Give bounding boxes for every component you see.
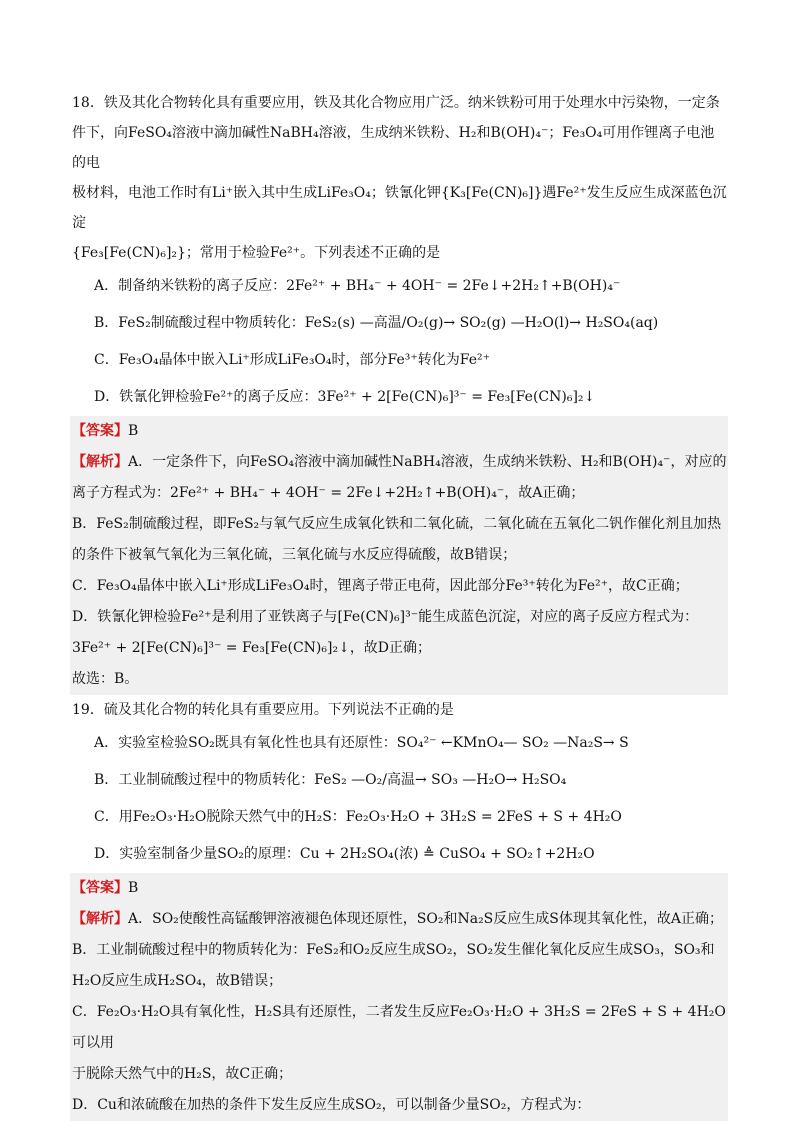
q19-option-c: C．用Fe₂O₃·H₂O脱除天然气中的H₂S：Fe₂O₃·H₂O + 3H₂S = 2FeS + S + 4H₂O bbox=[94, 809, 622, 825]
q18-option-d: D．铁氰化钾检验Fe²⁺的离子反应：3Fe²⁺ + 2[Fe(CN)₆]³⁻ = Fe₃[Fe(CN)₆]₂↓ bbox=[94, 389, 596, 405]
q18-analysis-a-line-2: 离子方程式为：2Fe²⁺ + BH₄⁻ + 4OH⁻ = 2Fe↓+2H₂↑+B(OH)₄⁻，故A正确； bbox=[72, 485, 585, 501]
q18-stem-tail: 正确的是 bbox=[384, 245, 441, 261]
q18-solution-block bbox=[70, 416, 728, 695]
q18-stem-line-2: 件下，向FeSO₄溶液中滴加碱性NaBH₄溶液，生成纳米铁粉、H₂和B(OH)₄⁻；Fe₃O₄可用作锂离子电池的电 bbox=[72, 125, 715, 171]
q18-answer-value: B bbox=[128, 423, 139, 439]
q18-answer-line bbox=[72, 416, 728, 447]
question-18 bbox=[72, 88, 728, 416]
q18-stem-line-3: 极材料，电池工作时有Li⁺嵌入其中生成LiFe₃O₄；铁氰化钾{K₃[Fe(CN)₆]}遇Fe²⁺发生反应生成深蓝色沉淀 bbox=[72, 185, 727, 231]
q19-analysis-label: 【解析】 bbox=[72, 911, 128, 927]
q19-analysis-b-line-1: B．工业制硫酸过程中的物质转化为：FeS₂和O₂反应生成SO₂，SO₂发生催化氧化反应生成SO₃，SO₃和 bbox=[72, 942, 715, 958]
q18-option-b: B．FeS₂制硫酸过程中物质转化：FeS₂(s) —高温/O₂(g)→ SO₂(g) —H₂O(l)→ H₂SO₄(aq) bbox=[94, 315, 659, 331]
q19-stem-tail: 正确的是 bbox=[397, 702, 454, 718]
q19-analysis-b-line-2: H₂O反应生成H₂SO₄，故B错误； bbox=[72, 973, 283, 989]
q18-analysis-end: 故选：B。 bbox=[72, 671, 139, 687]
q19-emphasis-not: 不 bbox=[383, 702, 398, 718]
q19-analysis-c-line-1: C．Fe₂O₃·H₂O具有氧化性，H₂S具有还原性，二者发生反应Fe₂O₃·H₂O + 3H₂S = 2FeS + S + 4H₂O可以用 bbox=[72, 1004, 726, 1051]
q18-analysis-b-line-2: 的条件下被氧气氧化为三氧化硫，三氧化硫与水反应得硫酸，故B错误； bbox=[72, 547, 517, 563]
question-19 bbox=[72, 695, 728, 873]
q19-option-d: D．实验室制备少量SO₂的原理：Cu + 2H₂SO₄(浓) ≜ CuSO₄ + SO₂↑+2H₂O bbox=[94, 846, 595, 862]
q19-answer-line bbox=[72, 873, 728, 904]
q19-solution-block bbox=[70, 873, 728, 1121]
document-page bbox=[72, 88, 728, 1121]
q18-stem-line-1: 18．铁及其化合物转化具有重要应用，铁及其化合物应用广泛。纳米铁粉可用于处理水中污染物，一定条 bbox=[72, 95, 720, 111]
q18-answer-label: 【答案】 bbox=[72, 423, 128, 439]
q18-analysis-b-line-1: B．FeS₂制硫酸过程，即FeS₂与氧气反应生成氧化铁和二氧化硫，二氧化硫在五氧化二钒作催化剂且加热 bbox=[72, 516, 722, 532]
q18-analysis-d-line-2: 3Fe²⁺ + 2[Fe(CN)₆]³⁻ = Fe₃[Fe(CN)₆]₂↓，故D正确； bbox=[72, 640, 432, 656]
q18-option-c: C．Fe₃O₄晶体中嵌入Li⁺形成LiFe₃O₄时，部分Fe³⁺转化为Fe²⁺ bbox=[94, 352, 490, 368]
q18-stem-text: {Fe₃[Fe(CN)₆]₂}；常用于检验Fe²⁺。下列表述 bbox=[72, 245, 371, 261]
q19-analysis-a bbox=[72, 904, 728, 935]
q19-analysis-c-line-2: 于脱除天然气中的H₂S，故C正确； bbox=[72, 1066, 293, 1082]
q18-analysis-d-line-1: D．铁氰化钾检验Fe²⁺是利用了亚铁离子与[Fe(CN)₆]³⁻能生成蓝色沉淀，对应的离子反应方程式为： bbox=[72, 609, 699, 625]
q19-option-b: B．工业制硫酸过程中的物质转化：FeS₂ —O₂/高温→ SO₃ —H₂O→ H₂SO₄ bbox=[94, 772, 567, 788]
q18-emphasis-not: 不 bbox=[370, 245, 385, 261]
q19-answer-value: B bbox=[128, 880, 139, 896]
q18-analysis-label: 【解析】 bbox=[72, 454, 128, 470]
q19-analysis-d: D．Cu和浓硫酸在加热的条件下发生反应生成SO₂，可以制备少量SO₂，方程式为： bbox=[72, 1097, 591, 1113]
q19-option-a: A．实验室检验SO₂既具有氧化性也具有还原性：SO₄²⁻ ←KMnO₄— SO₂ —Na₂S→ S bbox=[94, 735, 629, 751]
q19-answer-label: 【答案】 bbox=[72, 880, 128, 896]
q18-stem-line-4 bbox=[72, 238, 728, 268]
q18-option-a: A．制备纳米铁粉的离子反应：2Fe²⁺ + BH₄⁻ + 4OH⁻ = 2Fe↓+2H₂↑+B(OH)₄⁻ bbox=[94, 278, 621, 294]
q18-analysis-a-line-1 bbox=[72, 447, 728, 478]
q18-analysis-a-text: A．一定条件下，向FeSO₄溶液中滴加碱性NaBH₄溶液，生成纳米铁粉、H₂和B(OH)₄⁻，对应的 bbox=[128, 454, 727, 470]
q18-analysis-c: C．Fe₃O₄晶体中嵌入Li⁺形成LiFe₃O₄时，锂离子带正电荷，因此部分Fe³⁺转化为Fe²⁺，故C正确； bbox=[72, 578, 689, 594]
q19-analysis-a-text: A．SO₂使酸性高锰酸钾溶液褪色体现还原性，SO₂和Na₂S反应生成S体现其氧化性，故A正确； bbox=[128, 911, 723, 927]
q19-stem-text: 19．硫及其化合物的转化具有重要应用。下列说法 bbox=[72, 702, 384, 718]
q19-stem bbox=[72, 695, 728, 725]
